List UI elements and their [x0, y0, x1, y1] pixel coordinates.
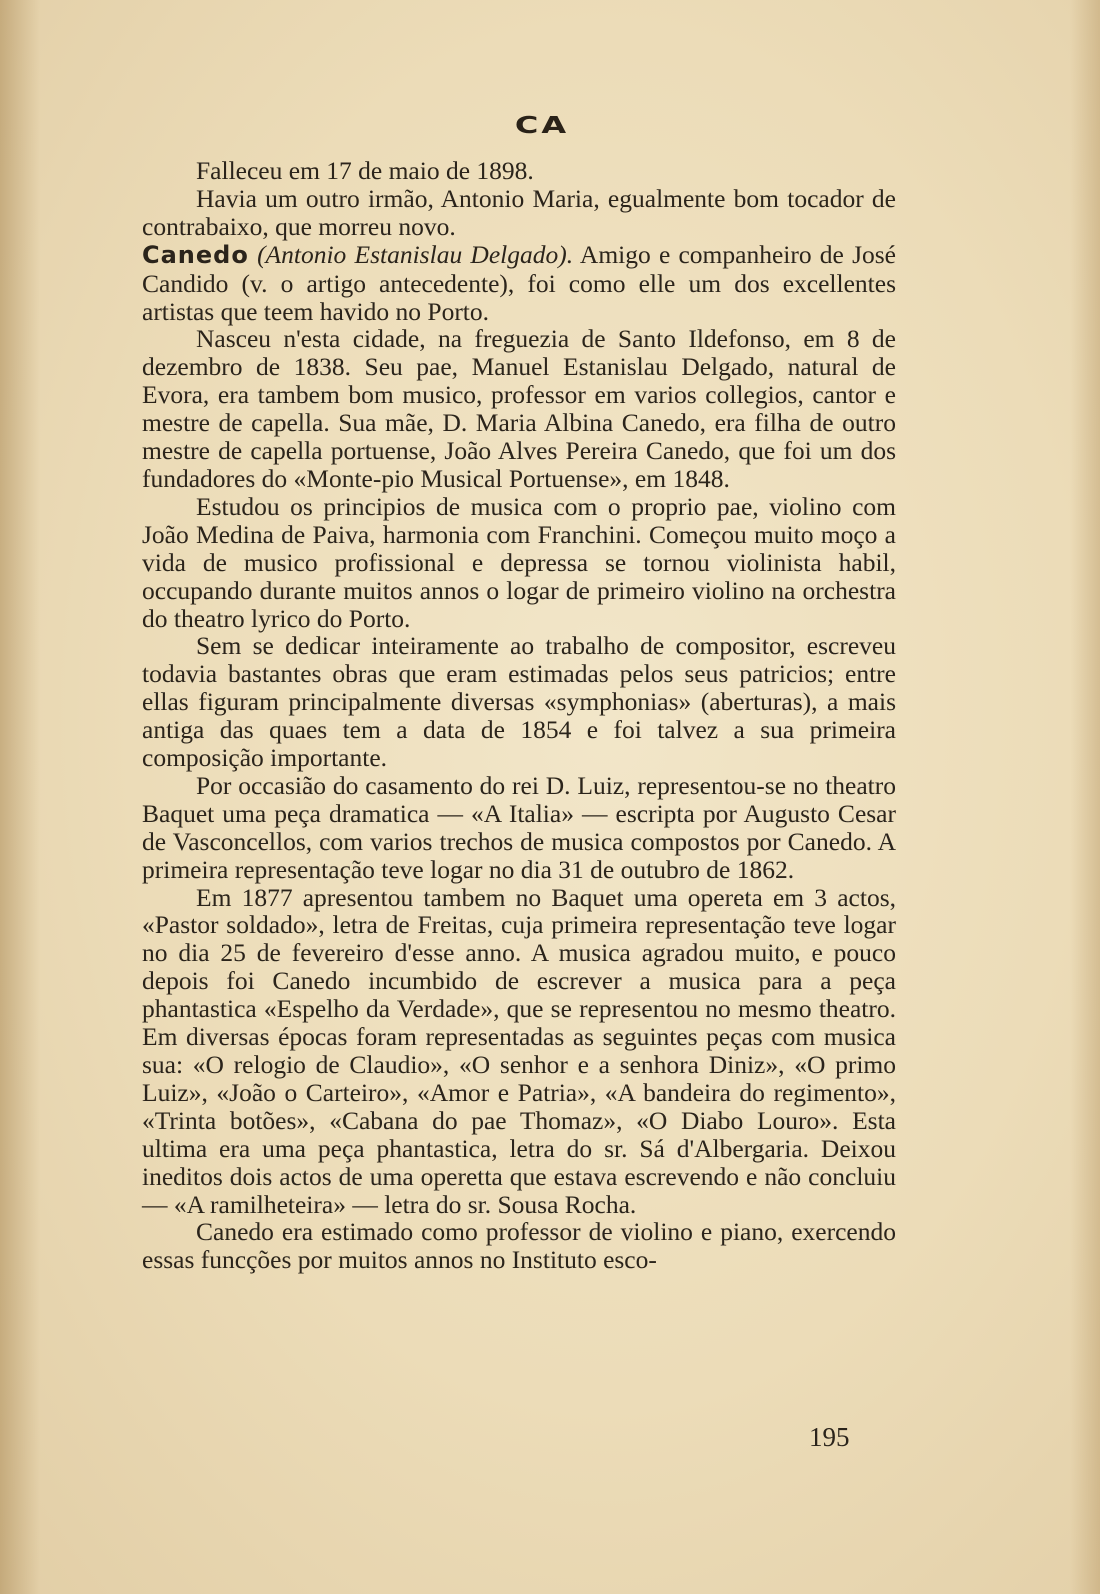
paragraph: Falleceu em 17 de maio de 1898. [196, 156, 534, 185]
entry-full-name: (Antonio Estanislau Delgado). [257, 239, 574, 269]
page-number: 195 [809, 1422, 850, 1452]
paragraph: Canedo era estimado como professor de violino e piano, exercendo essas funcções por muitos annos no Instituto esco- [142, 1217, 896, 1275]
paragraph: Havia um outro irmão, Antonio Maria, egualmente bom tocador de contrabaixo, que morreu novo. [142, 183, 896, 241]
paragraph: Nasceu n'esta cidade, na freguezia de Santo Ildefonso, em 8 de dezembro de 1838. Seu pae, Manuel Estanislau Delgado, natural de Evora, era tambem bom musico, professor em varios collegios, cantor e mestre de capella. Sua mãe, D. Maria Albina Canedo, era filha de outro mestre de capella portuense, João Alves Pereira Canedo, que foi um dos fundadores do «Monte-pio Musical Portuense», em 1848. [142, 324, 896, 493]
entry-text: Amigo e companheiro de José Candido (v. o artigo antecedente), foi como elle um dos excellentes artistas que teem havido no Porto. [142, 239, 896, 326]
paragraph: Estudou os principios de musica com o proprio pae, violino com João Medina de Paiva, harmonia com Franchini. Começou muito moço a vida de musico profissional e depressa se tornou violinista habil, occupando durante muitos annos o logar de primeiro violino na orchestra do theatro lyrico do Porto. [142, 491, 896, 633]
entry-paragraph [142, 241, 896, 326]
entry-headword: Canedo [142, 240, 249, 269]
running-header: CA [514, 111, 570, 139]
paragraph: Sem se dedicar inteiramente ao trabalho de compositor, escreveu todavia bastantes obras que eram estimadas pelos seus patricios; entre ellas figuram principalmente diversas «symphonias» (aberturas), a mais antiga das quaes tem a data de 1854 e foi talvez a sua primeira composição importante. [142, 631, 896, 773]
paragraph: Em 1877 apresentou tambem no Baquet uma opereta em 3 actos, «Pastor soldado», letra de Freitas, cuja primeira representação teve logar no dia 25 de fevereiro d'esse anno. A musica agradou muito, e pouco depois foi Canedo incumbido de escrever a musica para a peça phantastica «Espelho da Verdade», que se representou no mesmo theatro. Em diversas épocas foram representadas as seguintes peças com musica sua: «O relogio de Claudio», «O senhor e a senhora Diniz», «O primo Luiz», «João o Carteiro», «Amor e Patria», «A bandeira do regimento», «Trinta botões», «Cabana do pae Thomaz», «O Diabo Louro». Esta ultima era uma peça phantastica, letra do sr. Sá d'Albergaria. Deixou ineditos dois actos de uma operetta que estava escrevendo e não concluiu — «A ramilheteira» — letra do sr. Sousa Rocha. [142, 882, 896, 1219]
body-text [142, 157, 896, 1274]
paragraph: Por occasião do casamento do rei D. Luiz, representou-se no theatro Baquet uma peça dramatica — «A Italia» — escripta por Augusto Cesar de Vasconcellos, com varios trechos de musica compostos por Canedo. A primeira representação teve logar no dia 31 de outubro de 1862. [142, 770, 896, 884]
